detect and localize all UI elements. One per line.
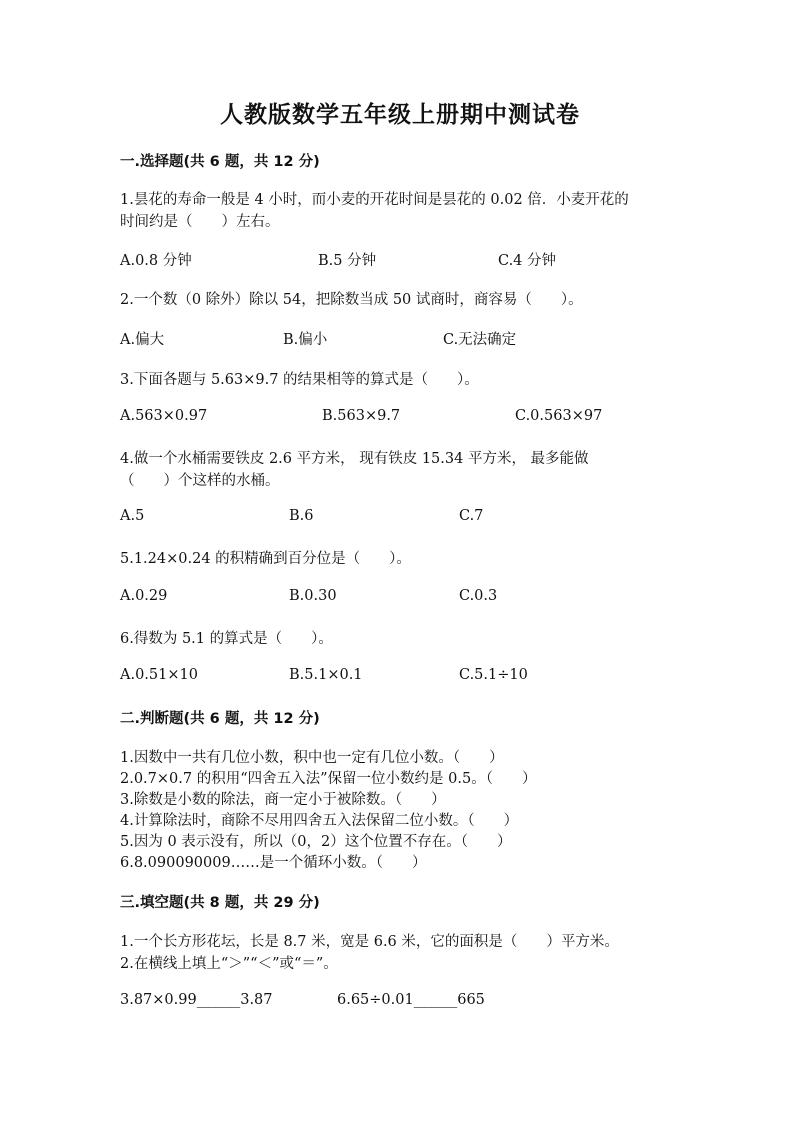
question-1-option-b: B.5 分钟 [318,253,377,269]
question-2-option-b: B.偏小 [283,332,328,348]
judgement-item-4: 4.计算除法时，商除不尽用四舍五入法保留二位小数。（ ） [120,813,519,829]
question-3-line-1: 3.下面各题与 5.63×9.7 的结果相等的算式是（ ）。 [120,372,479,388]
section-heading-judgement: 二.判断题(共 6 题，共 12 分) [120,711,320,727]
judgement-item-3: 3.除数是小数的除法，商一定小于被除数。（ ） [120,792,446,808]
question-5-option-b: B.0.30 [289,588,337,604]
fill-item-1: 1.一个长方形花坛，长是 8.7 米，宽是 6.6 米，它的面积是（ ）平方米。 [120,934,619,950]
judgement-item-1: 1.因数中一共有几位小数，积中也一定有几位小数。（ ） [120,750,504,766]
question-6-option-c: C.5.1÷10 [459,667,528,683]
question-3-option-a: A.563×0.97 [120,408,208,424]
question-4-line-2: （ ）个这样的水桶。 [120,473,280,489]
fill-item-2: 2.在横线上填上“＞”“＜”或“＝”。 [120,956,338,972]
question-5-option-c: C.0.3 [459,588,498,604]
question-4-option-a: A.5 [120,508,145,524]
page-title: 人教版数学五年级上册期中测试卷 [220,102,580,128]
question-2-option-a: A.偏大 [120,332,165,348]
question-6-option-b: B.5.1×0.1 [289,667,363,683]
question-1-line-1: 1.昙花的寿命一般是 4 小时，而小麦的开花时间是昙花的 0.02 倍．小麦开花的 [120,192,629,208]
compare-expression-2: 6.65÷0.01______665 [337,992,485,1008]
question-3-option-c: C.0.563×97 [515,408,603,424]
judgement-item-5: 5.因为 0 表示没有，所以（0，2）这个位置不存在。（ ） [120,834,512,850]
question-4-line-1: 4.做一个水桶需要铁皮 2.6 平方米， 现有铁皮 15.34 平方米， 最多能做 [120,451,589,467]
question-2-option-c: C.无法确定 [443,332,517,348]
section-heading-choice: 一.选择题(共 6 题，共 12 分) [120,154,320,170]
question-5-option-a: A.0.29 [120,588,168,604]
question-1-option-c: C.4 分钟 [498,253,557,269]
compare-expression-1: 3.87×0.99______3.87 [120,992,273,1008]
question-6-option-a: A.0.51×10 [120,667,198,683]
judgement-item-6: 6.8.090090009……是一个循环小数。（ ） [120,855,427,871]
judgement-item-2: 2.0.7×0.7 的积用“四舍五入法”保留一位小数约是 0.5。（ ） [120,771,537,787]
question-4-option-c: C.7 [459,508,484,524]
question-1-option-a: A.0.8 分钟 [120,253,192,269]
question-5-line-1: 5.1.24×0.24 的积精确到百分位是（ ）。 [120,551,411,567]
question-6-line-1: 6.得数为 5.1 的算式是（ ）。 [120,631,333,647]
question-3-option-b: B.563×9.7 [322,408,401,424]
question-4-option-b: B.6 [289,508,314,524]
section-heading-fill-blank: 三.填空题(共 8 题，共 29 分) [120,895,320,911]
question-1-line-2: 时间约是（ ）左右。 [120,214,280,230]
question-2-line-1: 2.一个数（0 除外）除以 54，把除数当成 50 试商时，商容易（ ）。 [120,292,583,308]
